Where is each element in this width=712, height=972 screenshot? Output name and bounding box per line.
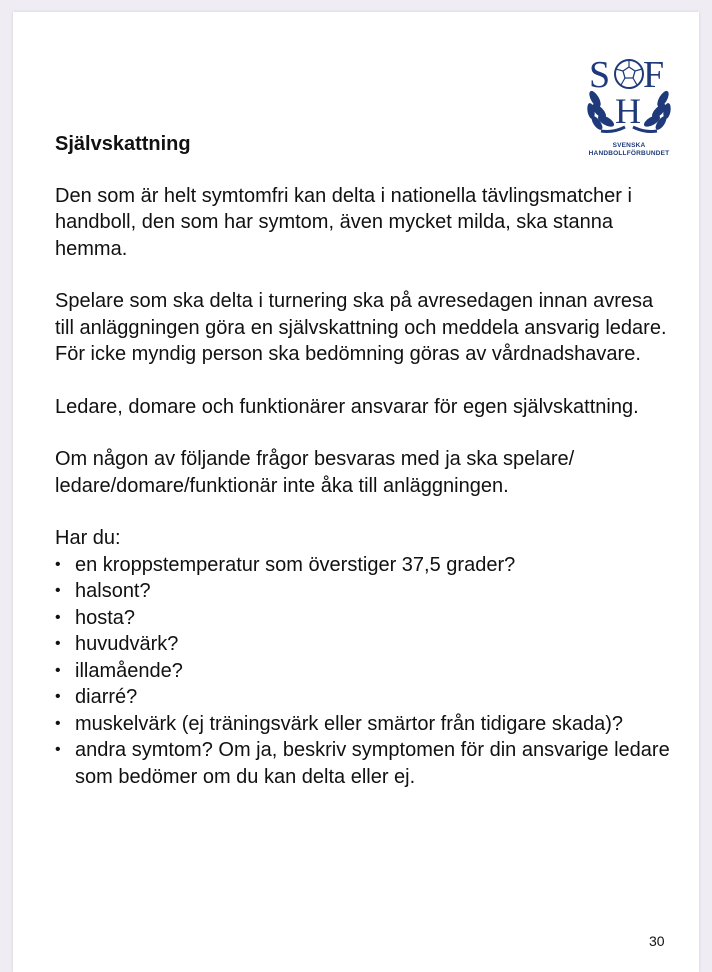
svg-text:S: S bbox=[589, 54, 611, 96]
list-item bbox=[55, 631, 675, 658]
list-item bbox=[55, 658, 675, 685]
document-page bbox=[13, 12, 699, 972]
bullet-icon: • bbox=[55, 688, 61, 705]
list-intro: Har du: bbox=[55, 527, 121, 549]
bullet-icon: • bbox=[55, 635, 61, 652]
bullet-icon: • bbox=[55, 714, 61, 732]
list-item-text: illamående? bbox=[75, 659, 183, 682]
list-item-text: andra symtom? Om ja, beskriv symptomen för din ansvarige ledare som bedömer om du kan delta eller ej. bbox=[75, 739, 670, 788]
list-item-text: huvudvärk? bbox=[75, 633, 179, 655]
paragraph-officials-responsibility: Ledare, domare och funktionärer ansvarar för egen självskattning. bbox=[55, 395, 639, 418]
bullet-icon: • bbox=[55, 555, 61, 573]
bullet-icon: • bbox=[55, 582, 61, 599]
paragraph-if-yes-stay-home: Om någon av följande frågor besvaras med ja ska spelare/ ledare/domare/funktionär inte åka till anläggningen. bbox=[55, 448, 575, 497]
logo-caption-line2: HANDBOLLFÖRBUNDET bbox=[588, 150, 670, 157]
list-item bbox=[55, 684, 675, 711]
page-number: 30 bbox=[649, 933, 665, 949]
svg-text:H: H bbox=[615, 91, 641, 131]
sofh-emblem-icon bbox=[573, 47, 685, 142]
document-body bbox=[55, 131, 675, 790]
list-item-text: diarré? bbox=[75, 686, 138, 708]
list-item-text: halsont? bbox=[75, 580, 151, 602]
list-item-text: hosta? bbox=[75, 606, 136, 629]
list-item bbox=[55, 578, 675, 605]
list-item bbox=[55, 552, 675, 579]
list-item bbox=[55, 737, 675, 790]
list-item bbox=[55, 711, 675, 738]
svg-text:F: F bbox=[643, 54, 665, 96]
bullet-icon: • bbox=[55, 608, 61, 626]
list-item-text: en kroppstemperatur som överstiger 37,5 grader? bbox=[75, 553, 516, 576]
list-item bbox=[55, 605, 675, 632]
paragraph-symptom-free: Den som är helt symtomfri kan delta i nationella tävlingsmatcher i handboll, den som har symtom, även mycket milda, ska stanna hemma. bbox=[55, 184, 632, 260]
logo-caption-line1: SVENSKA bbox=[612, 142, 646, 149]
section-title: Självskattning bbox=[55, 133, 191, 155]
bullet-icon: • bbox=[55, 741, 61, 758]
bullet-icon: • bbox=[55, 661, 61, 679]
paragraph-players-self-assessment: Spelare som ska delta i turnering ska på avresedagen innan avresa till anläggningen göra en självskattning och meddela ansvarig ledare. För icke myndig person ska bedömning göras av vårdnadshavare. bbox=[55, 290, 667, 365]
symptom-list bbox=[55, 552, 675, 791]
list-item-text: muskelvärk (ej träningsvärk eller smärtor från tidigare skada)? bbox=[75, 712, 623, 735]
